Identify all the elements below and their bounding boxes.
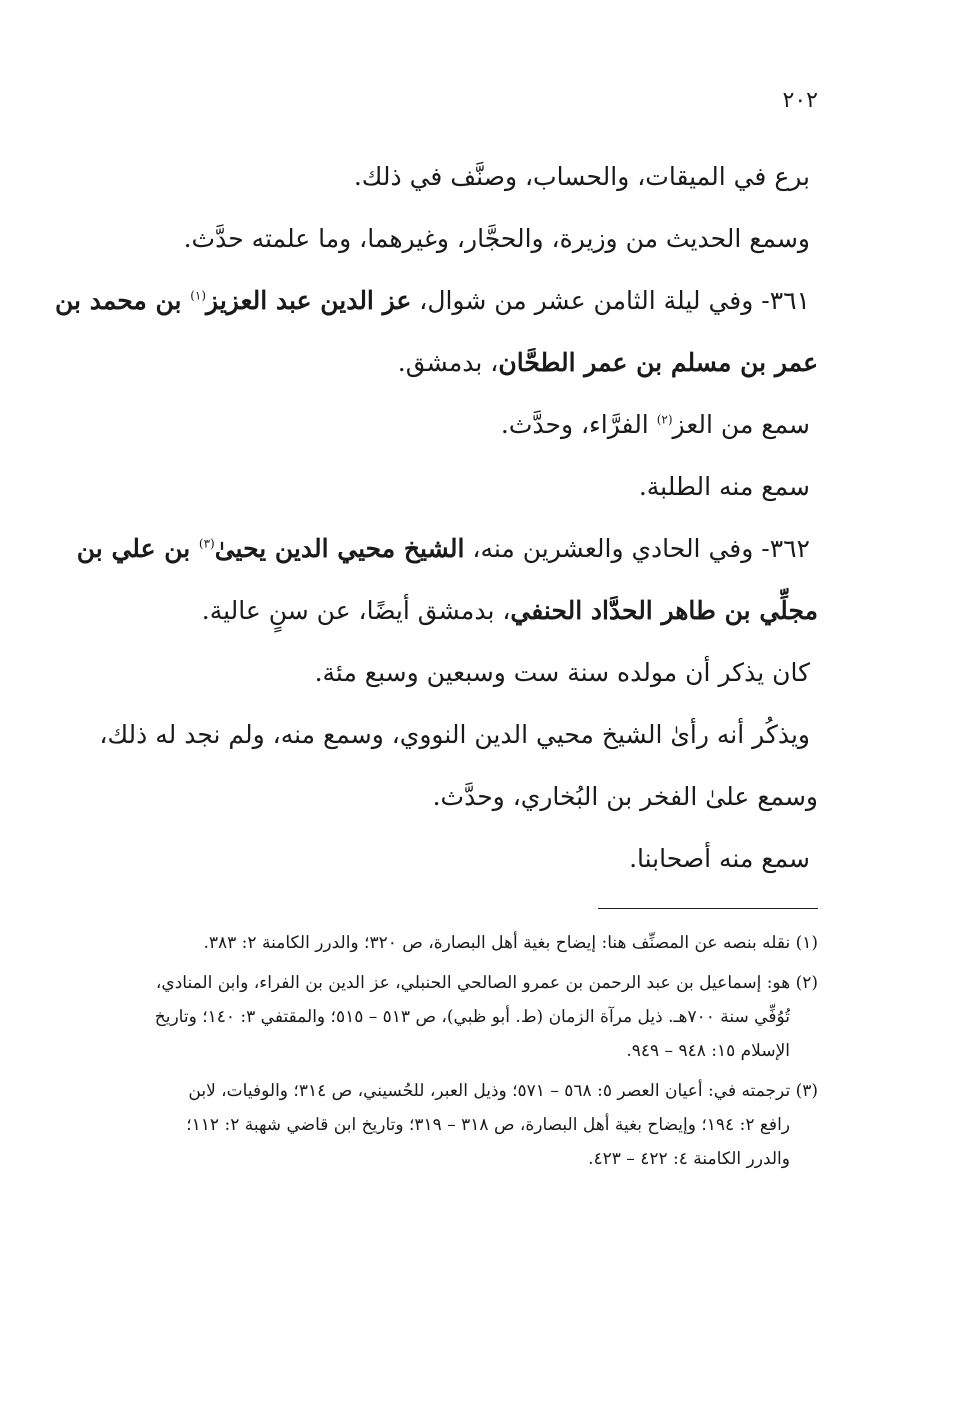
heard-from-text-cont: الفرَّاء، وحدَّث. <box>500 410 657 439</box>
footnote-3-line-1: (٣) ترجمته في: أعيان العصر ٥: ٥٦٨ – ٥٧١؛ وذيل العبر، للحُسيني، ص ٣١٤؛ والوفيات، لابن <box>188 1081 818 1101</box>
footnotes <box>113 926 818 1182</box>
entry-361-line-2 <box>108 332 818 394</box>
footnote-ref-1[interactable]: (١) <box>190 288 207 303</box>
footnote-ref-3[interactable]: (٣) <box>198 536 215 551</box>
entry-362-start: ٣٦٢- وفي الحادي والعشرين منه، <box>464 534 810 563</box>
footnote-1-text: (١) نقله بنصه عن المصنِّف هنا: إيضاح بغية أهل البصارة، ص ٣٢٠؛ والدرر الكامنة ٢: ٣٨٣. <box>203 933 818 953</box>
entry-362-name: الشيخ محيي الدين يحيىٰ <box>214 534 465 563</box>
entry-361-line-1 <box>55 270 818 332</box>
footnote-divider <box>598 908 818 909</box>
main-text <box>55 146 818 890</box>
footnote-3 <box>113 1074 818 1176</box>
entry-361-heard-by: سمع منه الطلبة. <box>638 472 810 501</box>
entry-362-claim-2: وسمع علىٰ الفخر بن البُخاري، وحدَّث. <box>432 782 818 811</box>
text-line-2: وسمع الحديث من وزيرة، والحجَّار، وغيرهما، وما علمته حدَّث. <box>183 224 810 253</box>
entry-361-name: عز الدين عبد العزيز <box>206 286 412 315</box>
footnote-2-line-1: (٢) هو: إسماعيل بن عبد الرحمن بن عمرو الصالحي الحنبلي، عز الدين بن الفراء، وابن المنادي، <box>155 973 818 993</box>
page-number: ٢٠٢ <box>782 88 818 113</box>
entry-362-line-1 <box>76 518 818 580</box>
footnote-2-line-3: الإسلام ١٥: ٩٤٨ – ٩٤٩. <box>626 1041 790 1061</box>
entry-361-heard-from <box>108 394 818 456</box>
entry-361-place: ، بدمشق. <box>397 348 499 377</box>
entry-361-name-cont: بن محمد بن <box>55 286 191 315</box>
entry-362-claim-1: ويذكُر أنه رأىٰ الشيخ محيي الدين النووي، وسمع منه، ولم نجد له ذلك، <box>99 720 810 749</box>
heard-from-text: سمع من العز <box>672 410 810 439</box>
entry-362-name-cont: بن علي بن <box>76 534 199 563</box>
footnote-3-line-2: رافع ٢: ١٩٤؛ وإيضاح بغية أهل البصارة، ص ٣١٨ – ٣١٩؛ وتاريخ ابن قاضي شهبة ٢: ١١٢؛ <box>186 1115 790 1135</box>
entry-362-heard-by: سمع منه أصحابنا. <box>629 844 810 873</box>
footnote-3-line-3: والدرر الكامنة ٤: ٤٢٢ – ٤٢٣. <box>588 1149 790 1169</box>
footnote-2 <box>113 966 818 1068</box>
footnote-2-line-2: تُوُفِّي سنة ٧٠٠هـ. ذيل مرآة الزمان (ط. أبو ظبي)، ص ٥١٣ – ٥١٥؛ والمقتفي ٣: ١٤٠؛ وتاريخ <box>154 1007 790 1027</box>
entry-362-line-2 <box>108 580 818 642</box>
entry-361-name-2: عمر بن مسلم بن عمر الطحَّان <box>498 348 818 377</box>
footnote-ref-2[interactable]: (٢) <box>656 412 673 427</box>
entry-361-start: ٣٦١- وفي ليلة الثامن عشر من شوال، <box>411 286 810 315</box>
text-line-1: برع في الميقات، والحساب، وصنَّف في ذلك. <box>353 162 810 191</box>
entry-362-name-2: مجلِّي بن طاهر الحدَّاد الحنفي <box>510 596 818 625</box>
entry-362-birth: كان يذكر أن مولده سنة ست وسبعين وسبع مئة. <box>314 658 810 687</box>
entry-362-place: ، بدمشق أيضًا، عن سنٍ عالية. <box>201 596 511 625</box>
footnote-1 <box>113 926 818 960</box>
